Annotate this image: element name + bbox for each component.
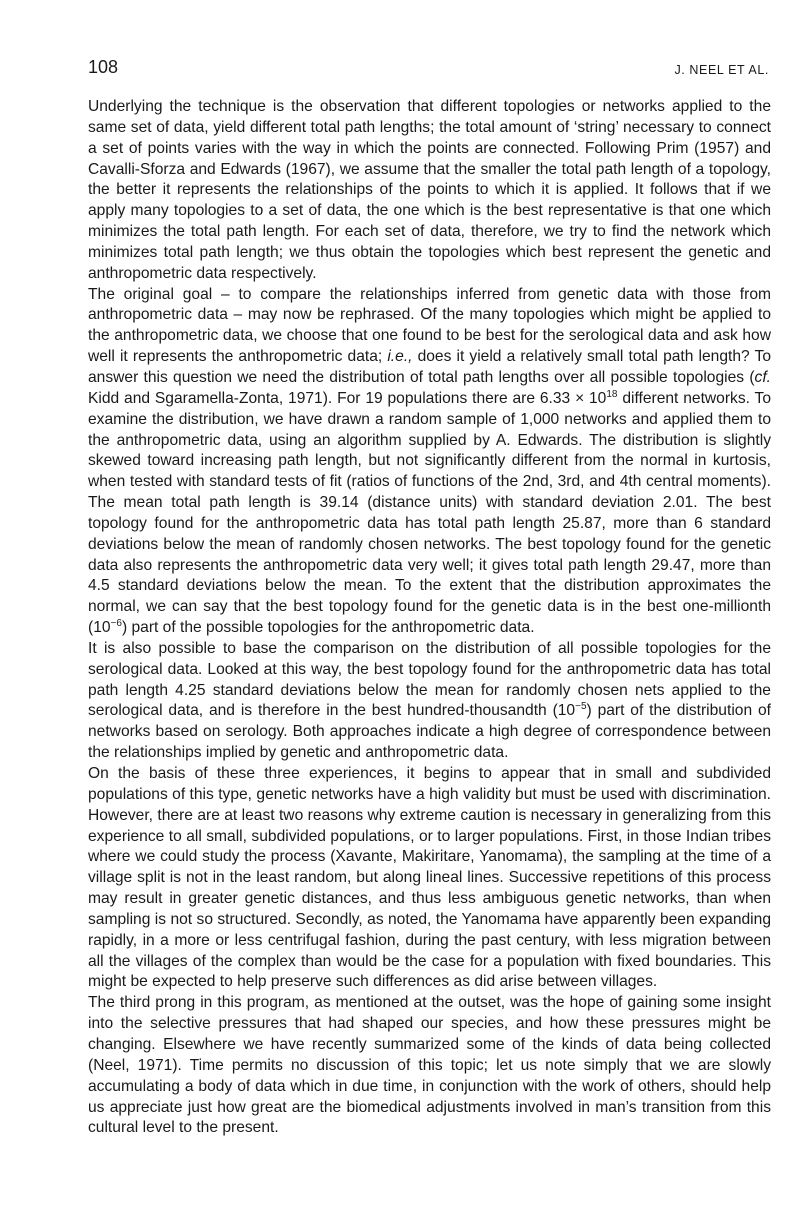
paragraph-4: On the basis of these three experiences, it begins to appear that in small and subdivided populations of this type, genetic networks have a high validity but must be used with discrimination. However, there are at least two reasons why extreme caution is necessary in generalizing from this experience to all small, subdivided populations, or to larger populations. First, in those Indian tribes where we could study the process (Xavante, Makiritare, Yanomama), the sampling at the time of a village split is not in the least random, but along lineal lines. Successive repetitions of this process may result in greater genetic distances, and thus less ambiguous genetic networks, than when sampling is not so structured. Secondly, as noted, the Yanomama have apparently been expanding rapidly, in a more or less centrifugal fashion, during the past century, with less migration between all the villages of the complex than would be the case for a population with fixed boundaries. This might be expected to help preserve such differences as did arise between villages.	[88, 765, 771, 991]
paragraph-2-text-4: different networks. To examine the distribution, we have drawn a random sample of 1,000 networks and applied them to the anthropometric data, using an algorithm supplied by A. Edwards. The distribution is slightly skewed toward increasing path length, but not significantly different from the normal in kurtosis, when tested with standard tests of fit (ratios of functions of the 2nd, 3rd, and 4th central moments). The mean total path length is 39.14 (distance units) with standard deviation 2.01. The best topology found for the anthropometric data has total path length 25.87, more than 6 standard deviations below the mean of randomly chosen networks. The best topology found for the genetic data also represents the anthropometric data very well; it gives total path length 29.47, more than 4.5 standard deviations below the mean. To the extent that the distribution approximates the normal, we can say that the best topology found for the genetic data is in the best one-millionth (10	[88, 389, 771, 637]
paragraph-3-text-2: ) part of the distribution of networks based on serology. Both approaches indicate a high degree of correspondence between the relationships implied by genetic and anthropometric data.	[88, 702, 771, 762]
paragraph-3-text-1: It is also possible to base the comparison on the distribution of all possible topologies for the serological data. Looked at this way, the best topology found for the anthropometric data has total path length 4.25 standard deviations below the mean for randomly chosen nets applied to the serological data, and is therefore in the best hundred-thousandth (10	[88, 639, 771, 720]
paragraph-2-text-5: ) part of the possible topologies for the anthropometric data.	[121, 619, 535, 637]
paragraph-2	[88, 285, 771, 639]
paragraph-1: Underlying the technique is the observation that different topologies or networks applied to the same set of data, yield different total path lengths; the total amount of ‘string’ necessary to connect a set of points varies with the way in which the points are connected. Following Prim (1957) and Cavalli-Sforza and Edwards (1967), we assume that the smaller the total path length of a topology, the better it represents the relationships of the points to which it is applied. It follows that if we apply many topologies to a set of data, the one which is the best representative is that one which minimizes the total path length. For each set of data, therefore, we try to find the network which minimizes total path length; we thus obtain the topologies which best represent the genetic and anthropometric data respectively.	[88, 98, 771, 282]
body-text	[88, 97, 771, 1139]
paragraph-3-superscript-minus-5: −5	[575, 701, 587, 713]
paragraph-3	[88, 639, 771, 764]
running-head: J. NEEL ET AL.	[674, 63, 769, 77]
paragraph-2-text-1: The original goal – to compare the relationships inferred from genetic data with those from anthropometric data – may now be rephrased. Of the many topologies which might be applied to the anthropometric data, we choose that one found to be best for the serological data and ask how well it represents the anthropometric data;	[88, 285, 771, 366]
paragraph-2-italic-cf: cf.	[754, 368, 771, 386]
paragraph-2-superscript-18: 18	[606, 388, 618, 400]
paragraph-2-text-3: Kidd and Sgaramella-Zonta, 1971). For 19 populations there are 6.33 × 10	[88, 389, 607, 407]
page-number: 108	[88, 57, 119, 77]
paragraph-2-text-2: does it yield a relatively small total path length? To answer this question we need the distribution of total path lengths over all possible topologies (	[88, 348, 771, 386]
paragraph-5: The third prong in this program, as mentioned at the outset, was the hope of gaining some insight into the selective pressures that had shaped our species, and how these pressures might be changing. Elsewhere we have recently summarized some of the kinds of data being collected (Neel, 1971). Time permits no discussion of this topic; let us note simply that we are slowly accumulating a body of data which in due time, in conjunction with the work of others, should help us appreciate just how great are the biomedical adjustments involved in man’s transition from this cultural level to the present.	[88, 994, 771, 1137]
paragraph-2-italic-ie: i.e.,	[387, 348, 413, 366]
paragraph-2-superscript-minus-6: −6	[110, 618, 122, 630]
